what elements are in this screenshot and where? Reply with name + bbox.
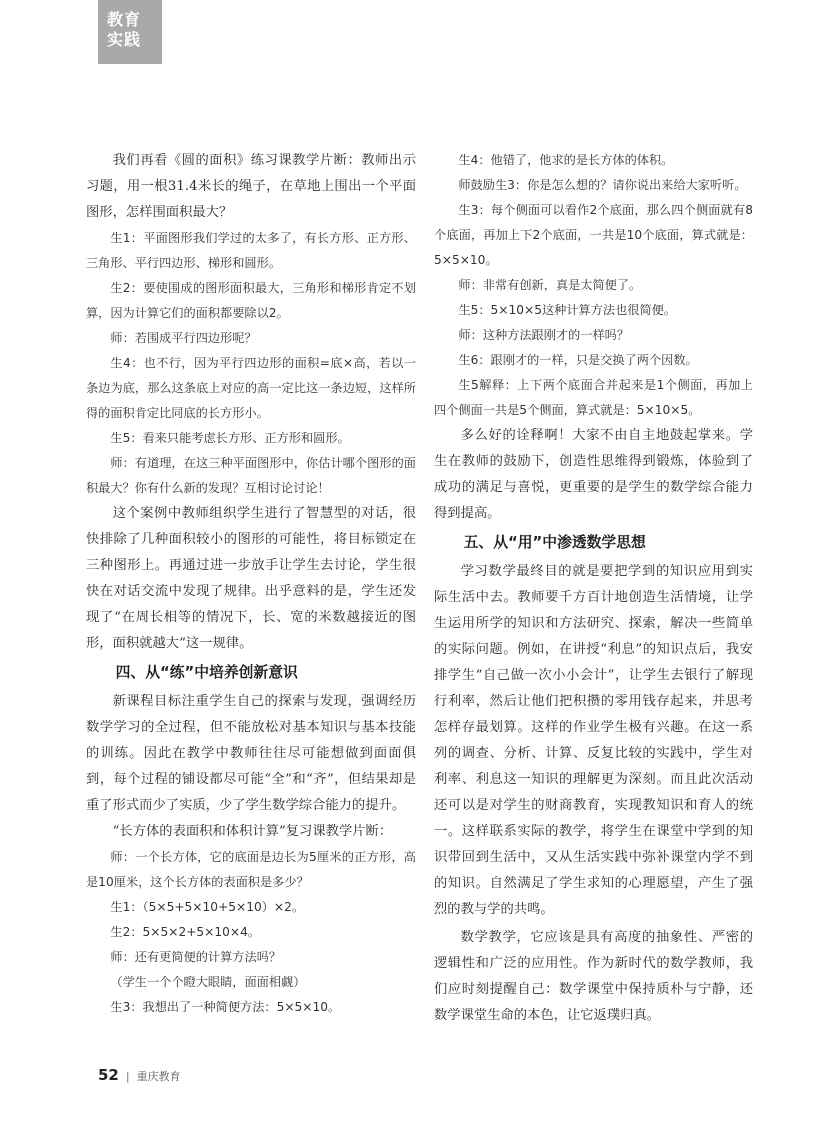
section-heading: 四、从“练”中培养创新意识	[115, 664, 298, 681]
dialogue-line: 生6：跟刚才的一样，只是交换了两个因数。	[458, 353, 698, 367]
dialogue-line: 师：还有更简便的计算方法吗？	[110, 950, 282, 964]
left-column	[86, 148, 416, 1020]
magazine-name: 重庆教育	[136, 1070, 181, 1083]
dialogue-line: 师：非常有创新，真是太简便了。	[458, 278, 642, 292]
dialogue-line: 生3：我想出了一种简便方法：5×5×10。	[110, 1000, 341, 1014]
right-column	[434, 148, 753, 1029]
page-number: 52	[98, 1066, 119, 1084]
page-footer	[98, 1066, 181, 1084]
dialogue-line: 生4：他错了，他求的是长方体的体积。	[458, 153, 674, 167]
dialogue-line: 师鼓励生3：你是怎么想的？请你说出来给大家听听。	[458, 178, 747, 192]
footer-separator: |	[125, 1070, 130, 1083]
dialogue-line: 生3：每个侧面可以看作2个底面，那么四个侧面就有8个底面，再加上下2个底面，一共是10个底面，算式就是：5×5×10。	[434, 203, 753, 267]
dialogue-line: 生1：（5×5+5×10+5×10）×2。	[110, 900, 305, 914]
dialogue-line: 生5解释：上下两个底面合并起来是1个侧面，再加上四个侧面一共是5个侧面，算式就是：5×10×5。	[434, 378, 753, 417]
dialogue-line: 生2：要使围成的图形面积最大，三角形和梯形肯定不划算，因为计算它们的面积都要除以2。	[86, 281, 416, 320]
dialogue-line: 生2：5×5×2+5×10×4。	[110, 925, 261, 939]
dialogue-line: （学生一个个瞪大眼睛，面面相觑）	[110, 975, 306, 989]
paragraph: 我们再看《圆的面积》练习课教学片断：教师出示习题，用一根31.4米长的绳子，在草地上围出一个平面图形，怎样围面积最大？	[86, 153, 416, 220]
section-heading: 五、从“用”中渗透数学思想	[463, 534, 646, 551]
section-tab-line1: 教育	[107, 10, 142, 29]
dialogue-line: 师：若围成平行四边形呢？	[110, 331, 257, 345]
dialogue-line: 生5：看来只能考虑长方形、正方形和圆形。	[110, 431, 350, 445]
dialogue-line: 生1：平面图形我们学过的太多了，有长方形、正方形、三角形、平行四边形、梯形和圆形。	[86, 231, 416, 270]
dialogue-line: 师：这种方法跟刚才的一样吗？	[458, 328, 630, 342]
paragraph: 数学教学，它应该是具有高度的抽象性、严密的逻辑性和广泛的应用性。作为新时代的数学教师，我们应时刻提醒自己：数学课堂中保持质朴与宁静，还数学课堂生命的本色，让它返璞归真。	[434, 930, 753, 1023]
dialogue-line: 生5：5×10×5这种计算方法也很简便。	[458, 303, 677, 317]
dialogue-line: 师：一个长方体，它的底面是边长为5厘米的正方形，高是10厘米，这个长方体的表面积是多少？	[86, 850, 416, 889]
paragraph: 学习数学最终目的就是要把学到的知识应用到实际生活中去。教师要千方百计地创造生活情境，让学生运用所学的知识和方法研究、探索，解决一些简单的实际问题。例如，在讲授“利息”的知识点后，我安排学生“自己做一次小小会计”，让学生去银行了解现行利率，然后让他们把积攒的零用钱存起来，并思考怎样存最划算。这样的作业学生极有兴趣。在这一系列的调查、分析、计算、反复比较的实践中，学生对利率、利息这一知识的理解更为深刻。而且此次活动还可以是对学生的财商教育，实现教知识和育人的统一。这样联系实际的教学，将学生在课堂中学到的知识带回到生活中，又从生活实践中弥补课堂内学不到的知识。自然满足了学生求知的心理愿望，产生了强烈的教与学的共鸣。	[434, 564, 753, 917]
section-tab-line2: 实践	[107, 30, 142, 49]
dialogue-line: 生4：也不行，因为平行四边形的面积=底×高，若以一条边为底，那么这条底上对应的高一定比这一条边短，这样所得的面积肯定比同底的长方形小。	[86, 356, 416, 420]
paragraph: 多么好的诠释啊！大家不由自主地鼓起掌来。学生在教师的鼓励下，创造性思维得到锻炼，体验到了成功的满足与喜悦，更重要的是学生的数学综合能力得到提高。	[434, 428, 753, 521]
paragraph: 新课程目标注重学生自己的探索与发现，强调经历数学学习的全过程，但不能放松对基本知识与基本技能的训练。因此在教学中教师往往尽可能想做到面面俱到，每个过程的铺设都尽可能“全”和“齐”，但结果却是重了形式而少了实质，少了学生数学综合能力的提升。	[86, 694, 416, 813]
section-tab	[98, 0, 162, 64]
paragraph: “长方体的表面积和体积计算”复习课教学片断：	[112, 824, 393, 839]
paragraph: 这个案例中教师组织学生进行了智慧型的对话，很快排除了几种面积较小的图形的可能性，将目标锁定在三种图形上。再通过进一步放手让学生去讨论，学生很快在对话交流中发现了规律。出乎意料的是，学生还发现了“在周长相等的情况下，长、宽的米数越接近的图形，面积就越大”这一规律。	[86, 506, 416, 651]
dialogue-line: 师：有道理，在这三种平面图形中，你估计哪个图形的面积最大？你有什么新的发现？互相讨论讨论！	[86, 456, 416, 495]
